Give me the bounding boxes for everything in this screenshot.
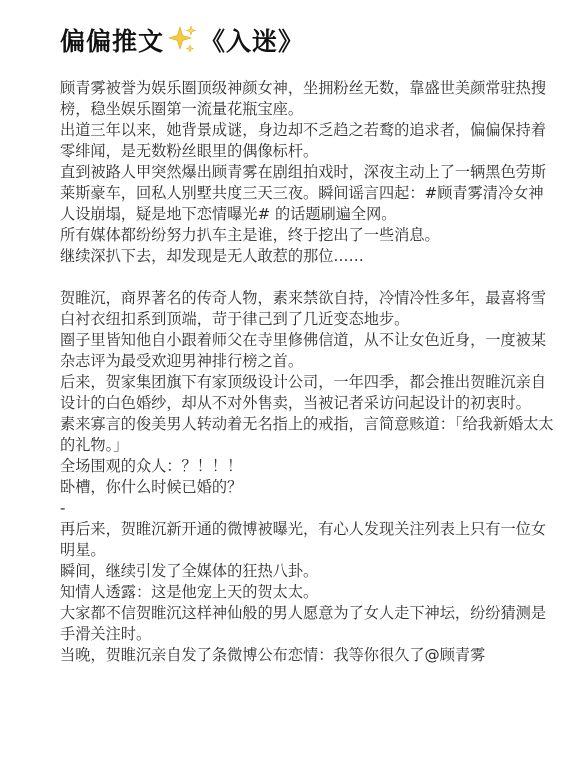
paragraph: 所有媒体都纷纷努力扒车主是谁，终于挖出了一些消息。 xyxy=(60,226,440,244)
paragraph: 知情人透露：这是他宠上天的贺太太。 xyxy=(60,583,319,601)
paragraph: 素来寡言的俊美男人转动着无名指上的戒指，言简意赅道：「给我新婚太太的礼物。」 xyxy=(60,415,554,454)
paragraph: 卧槽，你什么时候已婚的？ xyxy=(60,478,243,496)
title-prefix: 偏偏推文 xyxy=(60,27,165,56)
paragraph: 大家都不信贺睢沉这样神仙般的男人愿意为了女人走下神坛，纷纷猜测是手滑关注时。 xyxy=(60,604,546,643)
paragraph: 贺睢沉，商界著名的传奇人物，素来禁欲自持，冷情冷性多年，最喜将雪白衬衣纽扣系到顶端，苛于律己到了几近变态地步。 xyxy=(60,289,546,328)
paragraph: 继续深扒下去，却发现是无人敢惹的那位…… xyxy=(60,247,364,265)
paragraph: 再后来，贺睢沉新开通的微博被曝光，有心人发现关注列表上只有一位女明星。 xyxy=(60,520,546,559)
paragraph: 直到被路人甲突然爆出顾青雾在剧组拍戏时，深夜主动上了一辆黑色劳斯莱斯豪车，回私人别墅共度三天三夜。瞬间谣言四起：#顾青雾清冷女神人设崩塌，疑是地下恋情曝光# 的话题刷遍全网。 xyxy=(60,163,546,223)
paragraph: 当晚，贺睢沉亲自发了条微博公布恋情：我等你很久了@顾青雾 xyxy=(60,646,486,664)
synopsis-body xyxy=(60,78,556,666)
page-title xyxy=(60,14,556,66)
separator-dash: - xyxy=(60,499,66,517)
paragraph: 顾青雾被誉为娱乐圈顶级神颜女神，坐拥粉丝无数，靠盛世美颜常驻热搜榜，稳坐娱乐圈第一流量花瓶宝座。 xyxy=(60,79,546,118)
title-book-name: 《入迷》 xyxy=(200,27,305,56)
paragraph: 圈子里皆知他自小跟着师父在寺里修佛信道，从不让女色近身，一度被某杂志评为最受欢迎男神排行榜之首。 xyxy=(60,331,546,370)
sparkles-icon xyxy=(166,24,198,56)
paragraph: 全场围观的众人：？！！！ xyxy=(60,457,243,475)
paragraph: 后来，贺家集团旗下有家顶级设计公司，一年四季，都会推出贺睢沉亲自设计的白色婚纱，却从不对外售卖，当被记者采访问起设计的初衷时。 xyxy=(60,373,546,412)
paragraph-spacer xyxy=(60,267,556,288)
paragraph: 瞬间，继续引发了全媒体的狂热八卦。 xyxy=(60,562,319,580)
paragraph: 出道三年以来，她背景成谜，身边却不乏趋之若鹜的追求者，偏偏保持着零绯闻，是无数粉丝眼里的偶像标杆。 xyxy=(60,121,546,160)
